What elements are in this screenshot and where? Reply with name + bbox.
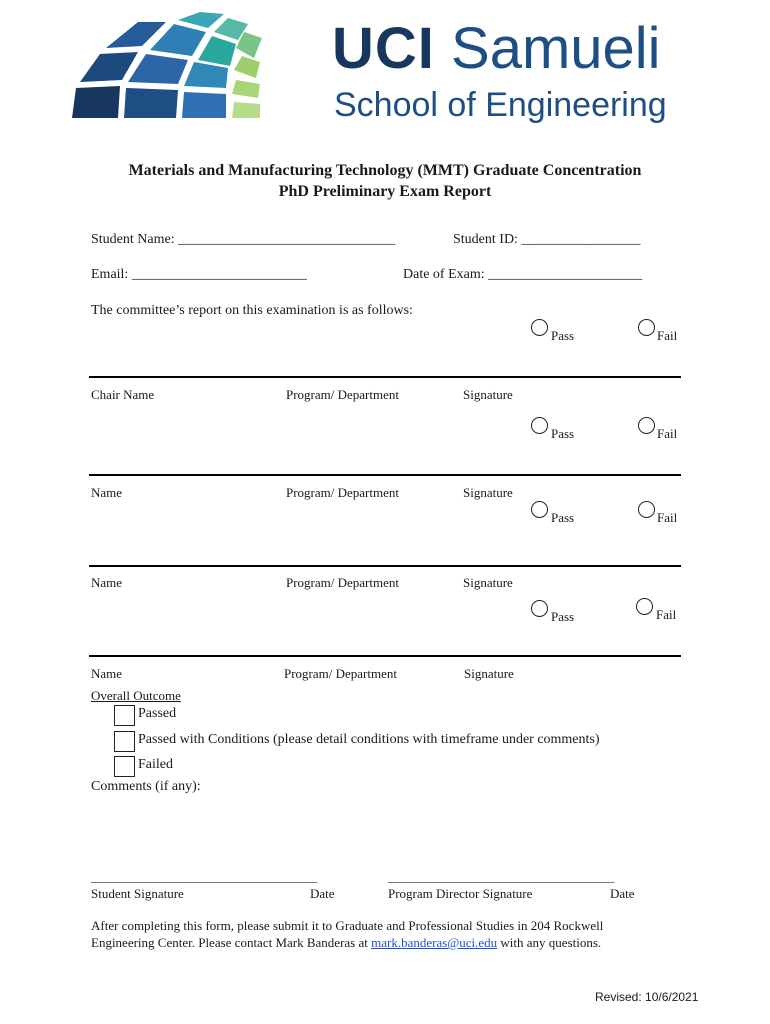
- submit-note-line2: [91, 935, 601, 951]
- overall-outcome-heading: Overall Outcome: [91, 688, 181, 703]
- student-id-field[interactable]: Student ID: _________________: [453, 232, 641, 247]
- member3-name-label: Name: [91, 575, 123, 590]
- submit-note-text: Engineering Center. Please contact Mark Banderas at: [91, 935, 372, 950]
- pass-label: Pass: [551, 510, 575, 525]
- pass-label: Pass: [551, 609, 575, 624]
- submit-note-tail: with any questions.: [497, 935, 602, 950]
- chair-fail-radio[interactable]: [638, 319, 655, 336]
- chair-name-label: Chair Name: [91, 387, 155, 402]
- student-date-label: Date: [310, 886, 335, 901]
- uci-samueli-logo: [66, 8, 716, 126]
- member2-program-label: Program/ Department: [286, 485, 399, 500]
- comments-area[interactable]: [89, 800, 681, 866]
- email-field[interactable]: Email: _________________________: [91, 267, 307, 282]
- member3-signature-label: Signature: [463, 575, 513, 590]
- director-signature-line[interactable]: _______________________________________: [388, 870, 615, 884]
- member2-fail-radio[interactable]: [638, 417, 655, 434]
- chair-pass-radio[interactable]: [531, 319, 548, 336]
- outcome-passed-label: Passed: [138, 706, 177, 721]
- student-signature-label: Student Signature: [91, 886, 184, 901]
- page-subtitle: PhD Preliminary Exam Report: [278, 183, 492, 200]
- revised-date: Revised: 10/6/2021: [595, 990, 699, 1004]
- member4-signature-line: [89, 655, 681, 657]
- member4-signature-label: Signature: [464, 666, 514, 681]
- outcome-conditions-checkbox[interactable]: [114, 731, 135, 752]
- logo-uci-text: UCI: [332, 16, 435, 81]
- member2-pass-radio[interactable]: [531, 417, 548, 434]
- pass-label: Pass: [551, 426, 575, 441]
- student-signature-line[interactable]: _______________________________________: [91, 870, 318, 884]
- director-date-label: Date: [610, 886, 635, 901]
- comments-label: Comments (if any):: [91, 779, 201, 794]
- member4-fail-radio[interactable]: [636, 598, 653, 615]
- date-of-exam-field[interactable]: Date of Exam: ______________________: [403, 267, 643, 282]
- outcome-failed-checkbox[interactable]: [114, 756, 135, 777]
- contact-email-link[interactable]: mark.banderas@uci.edu: [371, 935, 498, 950]
- outcome-conditions-label: Passed with Conditions (please detail conditions with timeframe under comments): [138, 732, 600, 747]
- chair-signature-label: Signature: [463, 387, 513, 402]
- member3-fail-radio[interactable]: [638, 501, 655, 518]
- fail-label: Fail: [657, 510, 678, 525]
- member4-pass-radio[interactable]: [531, 600, 548, 617]
- committee-intro: The committee’s report on this examination is as follows:: [91, 303, 413, 318]
- page-title: Materials and Manufacturing Technology (MMT) Graduate Concentration: [128, 162, 642, 179]
- logo-samueli-text: Samueli: [451, 16, 661, 81]
- fail-label: Fail: [657, 426, 678, 441]
- logo-mark-icon: [66, 8, 316, 123]
- logo-subtitle: School of Engineering: [334, 86, 667, 124]
- student-name-field[interactable]: Student Name: _______________________________: [91, 232, 396, 247]
- member4-name-label: Name: [91, 666, 123, 681]
- member2-name-label: Name: [91, 485, 123, 500]
- fail-label: Fail: [656, 607, 677, 622]
- chair-program-label: Program/ Department: [286, 387, 399, 402]
- submit-note-line1: After completing this form, please submit it to Graduate and Professional Studies in 204 Rockwell: [91, 918, 604, 933]
- member2-signature-line: [89, 474, 681, 476]
- member3-pass-radio[interactable]: [531, 501, 548, 518]
- fail-label: Fail: [657, 328, 678, 343]
- member3-program-label: Program/ Department: [286, 575, 399, 590]
- pass-label: Pass: [551, 328, 575, 343]
- chair-signature-line: [89, 376, 681, 378]
- director-signature-label: Program Director Signature: [388, 886, 533, 901]
- member2-signature-label: Signature: [463, 485, 513, 500]
- member3-signature-line: [89, 565, 681, 567]
- outcome-failed-label: Failed: [138, 757, 173, 772]
- outcome-passed-checkbox[interactable]: [114, 705, 135, 726]
- member4-program-label: Program/ Department: [284, 666, 397, 681]
